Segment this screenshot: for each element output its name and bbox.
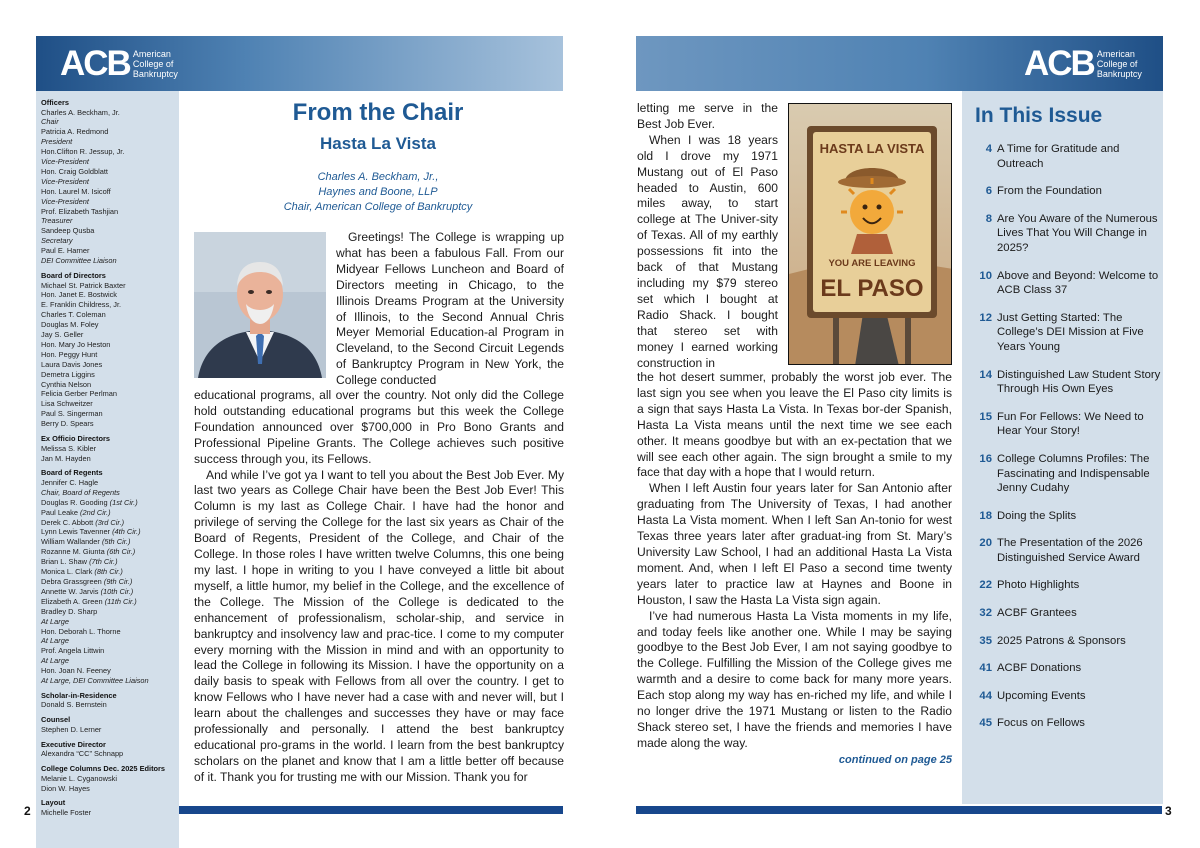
toc-item[interactable] [975, 311, 1163, 355]
masthead-name: E. Franklin Childress, Jr. [41, 300, 122, 310]
masthead-name: Jennifer C. Hagle [41, 477, 99, 487]
toc-page-number: 18 [979, 509, 992, 522]
footer-rule-right [636, 806, 1162, 814]
toc-item-title: Above and Beyond: Welcome to ACB Class 37 [997, 269, 1159, 297]
logo-mark: ACB [1024, 44, 1094, 83]
toc-item[interactable] [975, 410, 1163, 439]
toc-page-number: 16 [979, 452, 992, 465]
masthead-name: Donald S. Bernstein [41, 700, 107, 710]
toc-item-title: Photo Highlights [997, 579, 1080, 592]
masthead-group [41, 764, 179, 793]
toc-item[interactable] [975, 212, 1163, 256]
masthead-role: Vice-President [41, 196, 89, 206]
acb-logo-left [60, 46, 178, 82]
author-photo [194, 232, 326, 378]
masthead-name: Brian L. Shaw (7th Cir.) [41, 557, 118, 567]
toc-page-number: 20 [979, 537, 992, 550]
toc-item-title: Distinguished Law Student Story Through His Own Eyes [997, 368, 1161, 396]
masthead-name: Monica L. Clark (8th Cir.) [41, 567, 123, 577]
masthead-circuit: (11th Cir.) [104, 596, 137, 606]
toc-item[interactable] [975, 452, 1163, 496]
masthead-circuit: (3rd Cir.) [95, 517, 125, 527]
masthead-name: Sandeep Qusba [41, 226, 95, 236]
masthead-name: Derek C. Abbott (3rd Cir.) [41, 517, 125, 527]
toc-item-title: College Columns Profiles: The Fascinating and Indispensable Jenny Cudahy [997, 452, 1150, 495]
toc-item[interactable] [975, 368, 1163, 397]
masthead-heading: Counsel [41, 715, 71, 725]
footer-rule-left [179, 806, 563, 814]
toc-list [975, 142, 1163, 731]
toc-item-title: The Presentation of the 2026 Distinguished Service Award [997, 537, 1143, 564]
toc-item-title: Are You Aware of the Numerous Lives That You Will Change in 2025? [997, 212, 1158, 254]
masthead-role: At Large [41, 656, 69, 666]
toc-item-title: Just Getting Started: The College’s DEI Mission at Five Years Young [997, 311, 1144, 353]
masthead-group [41, 434, 179, 463]
masthead-name: Stephen D. Lerner [41, 724, 102, 734]
masthead-sidebar [36, 91, 179, 848]
article-column-2-top: letting me serve in the Best Job Ever. When I was 18 years old I drove my 1971 Mustang out of El Paso headed to Austin, 600 miles away, to start college at The Univer-sity of Texas. All of my earthly possessions fit into the back of that Mustang including my $79 stereo set which I bought at Radio Shack. I bought that stereo set with money I earned working construction in [637, 101, 778, 370]
masthead-name: Douglas R. Gooding (1st Cir.) [41, 497, 138, 507]
toc-item[interactable] [975, 536, 1163, 565]
masthead-circuit: (9th Cir.) [103, 576, 133, 586]
masthead-name: Laura Davis Jones [41, 359, 103, 369]
article-byline: Charles A. Beckham, Jr., Haynes and Boone, LLP Chair, American College of Bankruptcy [283, 171, 473, 213]
masthead-name: Patricia A. Redmond [41, 127, 109, 137]
masthead-name: Hon.Clifton R. Jessup, Jr. [41, 147, 125, 157]
masthead-name: Michael St. Patrick Baxter [41, 280, 126, 290]
toc-page-number: 8 [985, 212, 992, 225]
acb-logo-right [1024, 46, 1142, 82]
toc-item[interactable] [975, 661, 1163, 676]
masthead-circuit: (7th Cir.) [89, 557, 118, 567]
masthead-group [41, 468, 179, 686]
toc-page-number: 32 [979, 607, 992, 620]
toc-page-number: 15 [979, 410, 992, 423]
toc-item-title: Focus on Fellows [997, 717, 1085, 730]
masthead-role: At Large [41, 616, 69, 626]
masthead-name: Bradley D. Sharp [41, 606, 98, 616]
toc-item[interactable] [975, 142, 1163, 171]
masthead-name: William Wallander (5th Cir.) [41, 537, 131, 547]
masthead-group [41, 691, 179, 710]
masthead-name: Lynn Lewis Tavenner (4th Cir.) [41, 527, 141, 537]
sign-illustration [789, 104, 952, 365]
toc-item-title: ACBF Donations [997, 662, 1082, 675]
masthead-name: Melanie L. Cyganowski [41, 773, 117, 783]
toc-item-title: Doing the Splits [997, 509, 1077, 522]
masthead-heading: Board of Directors [41, 271, 106, 280]
masthead-name: Hon. Laurel M. Isicoff [41, 186, 111, 196]
masthead-name: Melissa S. Kibler [41, 443, 97, 453]
toc-item[interactable] [975, 606, 1163, 621]
masthead-group [41, 740, 179, 759]
masthead-name: Paul Leake (2nd Cir.) [41, 507, 111, 517]
logo-words: American College of Bankruptcy [1096, 49, 1142, 79]
article-title: From the Chair [292, 99, 464, 126]
masthead-name: Dion W. Hayes [41, 783, 90, 793]
masthead-heading: Scholar-in-Residence [41, 690, 117, 700]
toc-item[interactable] [975, 689, 1163, 704]
masthead-role: President [41, 137, 73, 147]
masthead-name: Alexandra “CC” Schnapp [41, 749, 124, 759]
toc-page-number: 45 [979, 717, 992, 730]
toc-item[interactable] [975, 184, 1163, 199]
toc-page-number: 22 [979, 579, 992, 592]
masthead-heading: Layout [41, 798, 66, 808]
masthead-name: Prof. Elizabeth Tashjian [41, 206, 119, 216]
masthead-name: Annette W. Jarvis (10th Cir.) [41, 586, 134, 596]
masthead-name: Lisa Schweitzer [41, 399, 93, 409]
masthead-name: Charles T. Coleman [41, 310, 106, 320]
author-portrait-illustration [194, 232, 326, 378]
sign-top-text: HASTA LA VISTA [819, 141, 925, 156]
sign-middle-text: YOU ARE LEAVING [828, 258, 916, 269]
masthead-name: Elizabeth A. Green (11th Cir.) [41, 596, 137, 606]
masthead-heading: Officers [41, 98, 69, 107]
masthead-group [41, 798, 179, 817]
toc-page-number: 4 [985, 143, 992, 155]
masthead-name: Hon. Mary Jo Heston [41, 339, 111, 349]
masthead-name: Rozanne M. Giunta (6th Cir.) [41, 547, 136, 557]
article-column-1: educational programs, all over the country. Not only did the College hold outstanding educational programs but this week the College Foundation announced over $700,000 in Pro Bono Grants and Professional Pipeline Grants. The College achieves such positive success through you, its Fellows. And while I’ve got ya I want to tell you about the Best Job Ever. My last two years as College Chair have been the Best Job Ever! This Column is my last as College Chair. I have had the honor and privilege of serving the College for the last six years as Chair of the Board of Regents, President of the College, and Chair of the College. In those roles I have written twelve Columns, this one being my last. I hope in writing to you I have conveyed a little bit about myself, a little humor, my belief in the College, and the excellence of the College. The Mission of the College is dedicated to the enhancement of professionalism, scholar-ship, and service in bankruptcy and insolvency law and prac-tice. I come to my computer every morning with the Mission in mind and with an opportunity to lead the College in following its Mission. I have the opportunity on a daily basis to speak with Fellows from all over the country. I get to know Fellows who I have never had a case with and never will, but I learn about the challenges and successes they have or may face professionally and personally. I attend the best bankruptcy educational pro-grams in the world. I learn from the best bankruptcy scholars on the planet and know that I am a little better off because of it. Thank you for trusting me with our Mission. Thank you for [194, 388, 564, 784]
masthead-circuit: (1st Cir.) [109, 497, 138, 507]
masthead-name: Jay S. Geller [41, 330, 84, 340]
toc-item-title: 2025 Patrons & Sponsors [997, 634, 1126, 647]
masthead-circuit: (6th Cir.) [106, 547, 136, 557]
masthead-heading: Executive Director [41, 739, 106, 749]
toc-item[interactable] [975, 716, 1163, 731]
masthead-heading: College Columns Dec. 2025 Editors [41, 764, 166, 774]
masthead-circuit: (2nd Cir.) [80, 507, 111, 517]
toc-item[interactable] [975, 269, 1163, 298]
hasta-la-vista-sign-photo [788, 103, 952, 365]
toc-item-title: ACBF Grantees [997, 607, 1077, 620]
article-subtitle: Hasta La Vista [320, 134, 436, 153]
masthead-name: Paul E. Harner [41, 246, 90, 256]
masthead-circuit: (8th Cir.) [94, 567, 123, 577]
sign-bottom-text: EL PASO [820, 275, 924, 302]
masthead-name: Hon. Deborah L. Thorne [41, 626, 121, 636]
masthead-name: Hon. Craig Goldblatt [41, 166, 108, 176]
toc-item-title: Upcoming Events [997, 689, 1086, 702]
masthead-role: Chair, Board of Regents [41, 487, 120, 497]
masthead-name: Douglas M. Foley [41, 320, 99, 330]
masthead-name: Felicia Gerber Perlman [41, 389, 117, 399]
toc-item-title: From the Foundation [997, 185, 1102, 198]
masthead-role: Vice-President [41, 176, 89, 186]
toc-page-number: 6 [985, 185, 992, 198]
in-this-issue-sidebar [962, 91, 1163, 804]
masthead-name: Charles A. Beckham, Jr. [41, 107, 120, 117]
masthead-role: Secretary [41, 236, 73, 246]
logo-mark: ACB [60, 44, 130, 83]
masthead-name: Prof. Angela Littwin [41, 646, 105, 656]
masthead-circuit: (10th Cir.) [100, 586, 134, 596]
masthead-group [41, 98, 179, 266]
masthead-name: Cynthia Nelson [41, 379, 92, 389]
masthead-role: DEI Committee Liaison [41, 256, 117, 266]
continued-link[interactable]: continued on page 25 [838, 753, 952, 766]
page-number-left: 2 [24, 804, 31, 818]
toc-page-number: 41 [979, 662, 992, 675]
logo-words: American College of Bankruptcy [132, 49, 178, 79]
article-column-2: the hot desert summer, probably the worst job ever. The last sign you see when you leave the El Paso city limits is a sign that says Hasta La Vista. In Texas bor-der Spanish, Hasta La Vista means until the next time we see each other. It means goodbye but with an ex-pectation that we will see each other again. The sign brought a smile to my face that day with a hope that I would return. When I left Austin four years later for San Antonio after graduating from The University of Texas, I had another Hasta La Vista moment. When I left San An-tonio for west Texas three years later after graduat-ing from St. Mary’s University Law School, I had an additional Hasta La Vista moment. And, when I left El Paso a second time twenty years later to practice law at Haynes and Boone in Houston, I saw the Hasta La Vista sign again. I’ve had numerous Hasta La Vista moments in my life, and today feels like another one. While I may be saying goodbye to the Best Job Ever, I am not saying goodbye to the College. Fulfilling the Mission of the College gives me warmth and a desire to come back for many more years. Each stop along my way has en-riched my life, and while I no longer drive the 1971 Mustang or listen to the Radio Shack stereo set, I have the friends and memories I have made along the way. continued on page 25 [637, 370, 952, 769]
toc-item[interactable] [975, 578, 1163, 593]
masthead-name: Debra Grassgreen (9th Cir.) [41, 576, 133, 586]
masthead-heading: Ex Officio Directors [41, 434, 110, 444]
masthead-name: Michelle Foster [41, 807, 92, 817]
masthead-role: Vice-President [41, 157, 89, 167]
article-column-1-intro: Greetings! The College is wrapping up what has been a fabulous Fall. From our Midyear Fellows Luncheon and Board of Directors meeting in Chicago, to the Illinois Dreams Program at the University of Illinois, to the Second Annual Chris Meyer Memorial Education-al Program in Cleveland, to the Second Circuit Legends of Bankruptcy Program in New York, the College conducted [336, 230, 564, 388]
masthead-role: At Large, DEI Committee Liaison [41, 676, 149, 686]
masthead-name: Jan M. Hayden [41, 453, 91, 463]
masthead-circuit: (5th Cir.) [101, 537, 131, 547]
toc-page-number: 44 [979, 689, 992, 702]
masthead-circuit: (4th Cir.) [112, 527, 141, 537]
toc-item[interactable] [975, 509, 1163, 524]
toc-title: In This Issue [975, 104, 1103, 127]
masthead-group [41, 715, 179, 734]
masthead-name: Hon. Peggy Hunt [41, 349, 98, 359]
masthead-name: Hon. Janet E. Bostwick [41, 290, 117, 300]
masthead-name: Demetra Liggins [41, 369, 95, 379]
masthead-name: Berry D. Spears [41, 419, 94, 429]
toc-item-title: Fun For Fellows: We Need to Hear Your Story! [997, 410, 1144, 438]
masthead-name: Paul S. Singerman [41, 409, 103, 419]
masthead-heading: Board of Regents [41, 468, 103, 478]
toc-page-number: 35 [979, 634, 992, 647]
toc-item[interactable] [975, 634, 1163, 649]
masthead-role: Treasurer [41, 216, 73, 226]
masthead-role: Chair [41, 117, 59, 127]
page-number-right: 3 [1165, 804, 1172, 818]
masthead-name: Hon. Joan N. Feeney [41, 666, 111, 676]
toc-page-number: 10 [979, 269, 992, 282]
masthead-role: At Large [41, 636, 69, 646]
masthead-group [41, 271, 179, 429]
toc-page-number: 14 [979, 368, 992, 381]
toc-item-title: A Time for Gratitude and Outreach [997, 143, 1120, 170]
toc-page-number: 12 [979, 311, 992, 324]
